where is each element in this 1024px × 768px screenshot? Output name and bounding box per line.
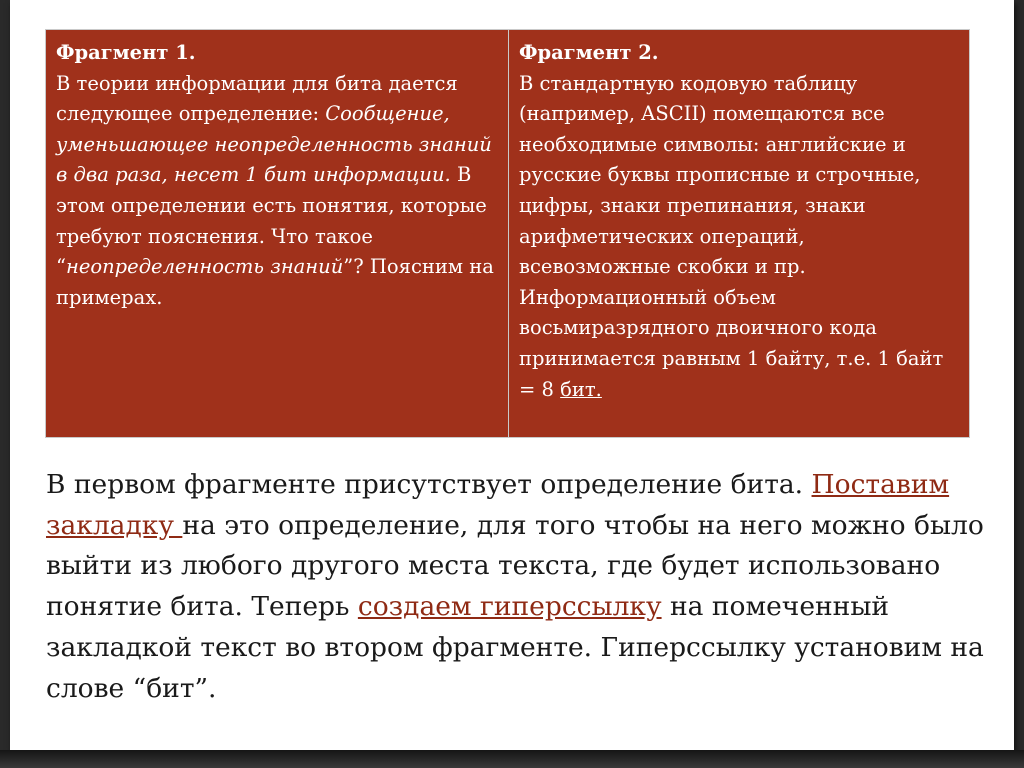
explanation-paragraph (46, 465, 1006, 709)
fragment-2-text (519, 69, 959, 406)
fragment-2-cell (509, 30, 970, 438)
fragment-1-closing: ”? Поясним на примерах. (56, 255, 494, 309)
fragments-table (45, 29, 970, 438)
fragment-1-intro: В теории информации для бита дается следующее определение: (56, 71, 458, 126)
fragment-1-cell (46, 30, 509, 438)
hyperlink-link[interactable]: создаем гиперссылку (357, 591, 662, 623)
fragment-1-text (56, 69, 498, 314)
fragment-1-term: неопределенность знаний (65, 255, 344, 279)
fragment-1-title: Фрагмент 1. (56, 41, 196, 64)
paragraph-part-3: на помеченный закладкой текст во втором фрагменте. Гиперссылку установим на слове “бит”. (46, 591, 984, 704)
paragraph-part-1: В первом фрагменте присутствует определение бита. (46, 469, 812, 500)
table-row (46, 30, 970, 438)
fragment-1-after-definition: В этом определении есть понятия, которые требуют пояснения. Что такое “ (56, 163, 487, 279)
bookmark-link[interactable]: Поставим закладку (46, 469, 950, 541)
fragment-2-title: Фрагмент 2. (519, 41, 659, 64)
slide-bottom-shadow (0, 750, 1024, 768)
paragraph-part-2: на это определение, для того чтобы на него можно было выйти из любого другого места текста, где будет использовано понятие бита. Теперь (46, 509, 984, 623)
slide (10, 0, 1014, 750)
bit-hyperlink[interactable]: бит. (560, 377, 602, 401)
fragment-2-body: В стандартную кодовую таблицу (например, ASCII) помещаются все необходимые символы: английские и русские буквы прописные и строчные, цифры, знаки препинания, знаки арифметических операций, всевозможные скобки и пр. Информационный объем восьмиразрядного двоичного кода принимается равным 1 байту, т.е. 1 байт = 8 (519, 71, 944, 401)
bit-definition: Сообщение, уменьшающее неопределенность знаний в два раза, несет 1 бит информации. (56, 102, 492, 187)
